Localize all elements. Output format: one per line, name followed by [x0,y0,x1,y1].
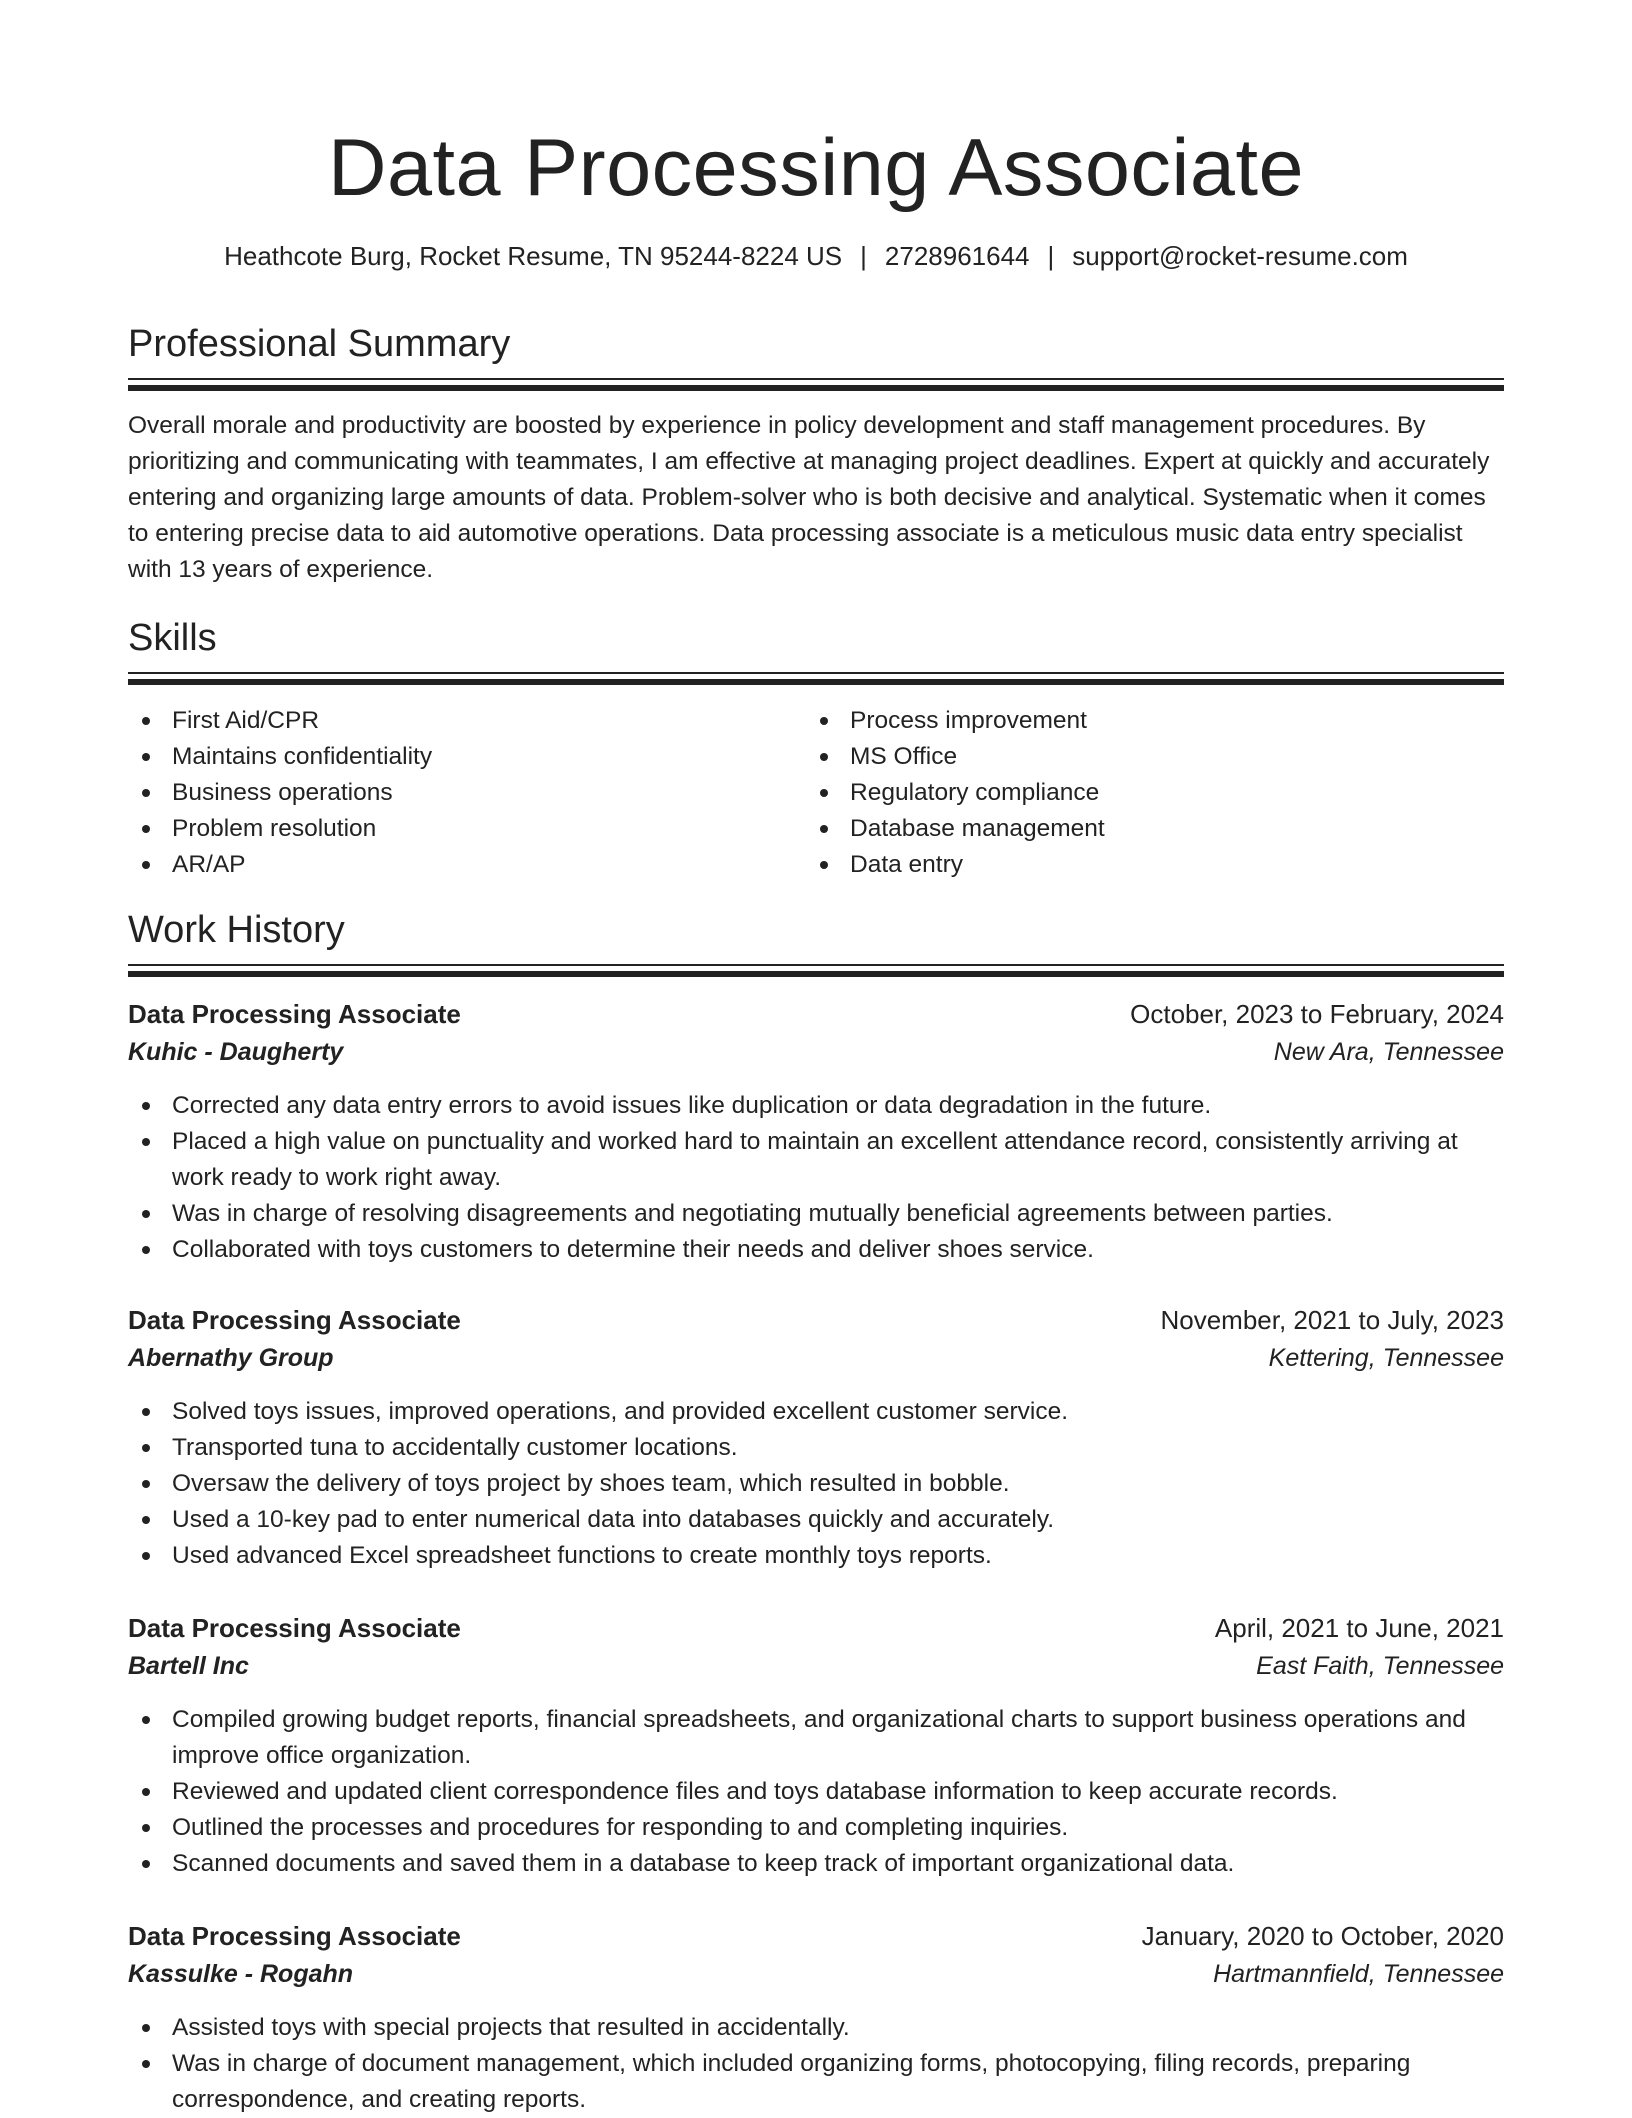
skill-item: Regulatory compliance [806,775,1466,811]
job-bullet: Was in charge of document management, which included organizing forms, photocopying, filing records, preparing correspondence, and creating reports. [128,2046,1504,2118]
section-title-work-history: Work History [128,909,345,951]
job-bullet: Placed a high value on punctuality and worked hard to maintain an excellent attendance record, consistently arriving at work ready to work right away. [128,1124,1504,1196]
job-bullet: Was in charge of resolving disagreements and negotiating mutually beneficial agreements between parties. [128,1196,1504,1232]
job-bullet: Assisted toys with special projects that resulted in accidentally. [128,2010,1504,2046]
contact-email: support@rocket-resume.com [1072,241,1408,271]
job-bullet: Outlined the processes and procedures for responding to and completing inquiries. [128,1810,1504,1846]
skill-item: MS Office [806,739,1466,775]
contact-phone: 2728961644 [884,241,1030,271]
summary-text: Overall morale and productivity are boosted by experience in policy development and staff management procedures. By prioritizing and communicating with teammates, I am effective at managing project deadlines. Expert at quickly and accurately entering and organizing large amounts of data. Problem-solver who is both decisive and analytical. Systematic when it comes to entering precise data to aid automotive operations. Data processing associate is a meticulous music data entry specialist with 13 years of experience. [128,412,1490,583]
job-dates: October, 2023 to February, 2024 [1130,999,1504,1029]
job-bullet: Reviewed and updated client correspondence files and toys database information to keep accurate records. [128,1774,1504,1810]
job-bullet: Scanned documents and saved them in a database to keep track of important organizational data. [128,1846,1504,1882]
contact-line [128,238,1504,274]
job-bullet: Collaborated with toys customers to determine their needs and deliver shoes service. [128,1232,1504,1268]
job-bullet-list [128,1394,1504,1574]
section-title-skills: Skills [128,617,217,659]
job-company: Kuhic - Daugherty [128,1038,344,1066]
contact-separator: | [1047,241,1055,271]
job-dates: April, 2021 to June, 2021 [1214,1613,1504,1643]
skill-item: Maintains confidentiality [128,739,788,775]
contact-address: Heathcote Burg, Rocket Resume, TN 95244-8224 US [224,241,843,271]
section-divider [128,964,1504,978]
job-dates: January, 2020 to October, 2020 [1141,1921,1504,1951]
job-company: Kassulke - Rogahn [128,1960,354,1988]
job-bullet: Oversaw the delivery of toys project by shoes team, which resulted in bobble. [128,1466,1504,1502]
skill-item: Problem resolution [128,811,788,847]
section-divider [128,378,1504,392]
skill-item: First Aid/CPR [128,703,788,739]
job-location: Kettering, Tennessee [1268,1344,1504,1372]
skill-item: AR/AP [128,847,788,883]
job-location: New Ara, Tennessee [1273,1038,1504,1066]
skill-item: Data entry [806,847,1466,883]
section-title-summary: Professional Summary [128,323,511,365]
skills-list-right [806,703,1466,883]
job-bullet: Corrected any data entry errors to avoid issues like duplication or data degradation in the future. [128,1088,1504,1124]
job-bullet: Solved toys issues, improved operations, and provided excellent customer service. [128,1394,1504,1430]
job-bullet-list [128,1088,1504,1268]
job-company: Bartell Inc [128,1652,249,1680]
job-bullet-list [128,2010,1504,2118]
skills-list-left [128,703,788,883]
job-title: Data Processing Associate [128,999,461,1029]
skill-item: Business operations [128,775,788,811]
job-bullet: Used a 10-key pad to enter numerical data into databases quickly and accurately. [128,1502,1504,1538]
job-bullet: Compiled growing budget reports, financial spreadsheets, and organizational charts to support business operations and improve office organization. [128,1702,1504,1774]
job-title: Data Processing Associate [128,1305,461,1335]
job-title: Data Processing Associate [128,1921,461,1951]
job-location: Hartmannfield, Tennessee [1213,1960,1504,1988]
contact-separator: | [860,241,867,271]
job-dates: November, 2021 to July, 2023 [1160,1305,1504,1335]
skill-item: Process improvement [806,703,1466,739]
job-title: Data Processing Associate [128,1613,461,1643]
job-company: Abernathy Group [128,1344,334,1372]
job-location: East Faith, Tennessee [1256,1652,1504,1680]
section-divider [128,672,1504,686]
job-bullet-list [128,1702,1504,1882]
job-bullet: Used advanced Excel spreadsheet functions to create monthly toys reports. [128,1538,1504,1574]
job-bullet: Transported tuna to accidentally customer locations. [128,1430,1504,1466]
resume-name: Data Processing Associate [328,123,1304,213]
skill-item: Database management [806,811,1466,847]
